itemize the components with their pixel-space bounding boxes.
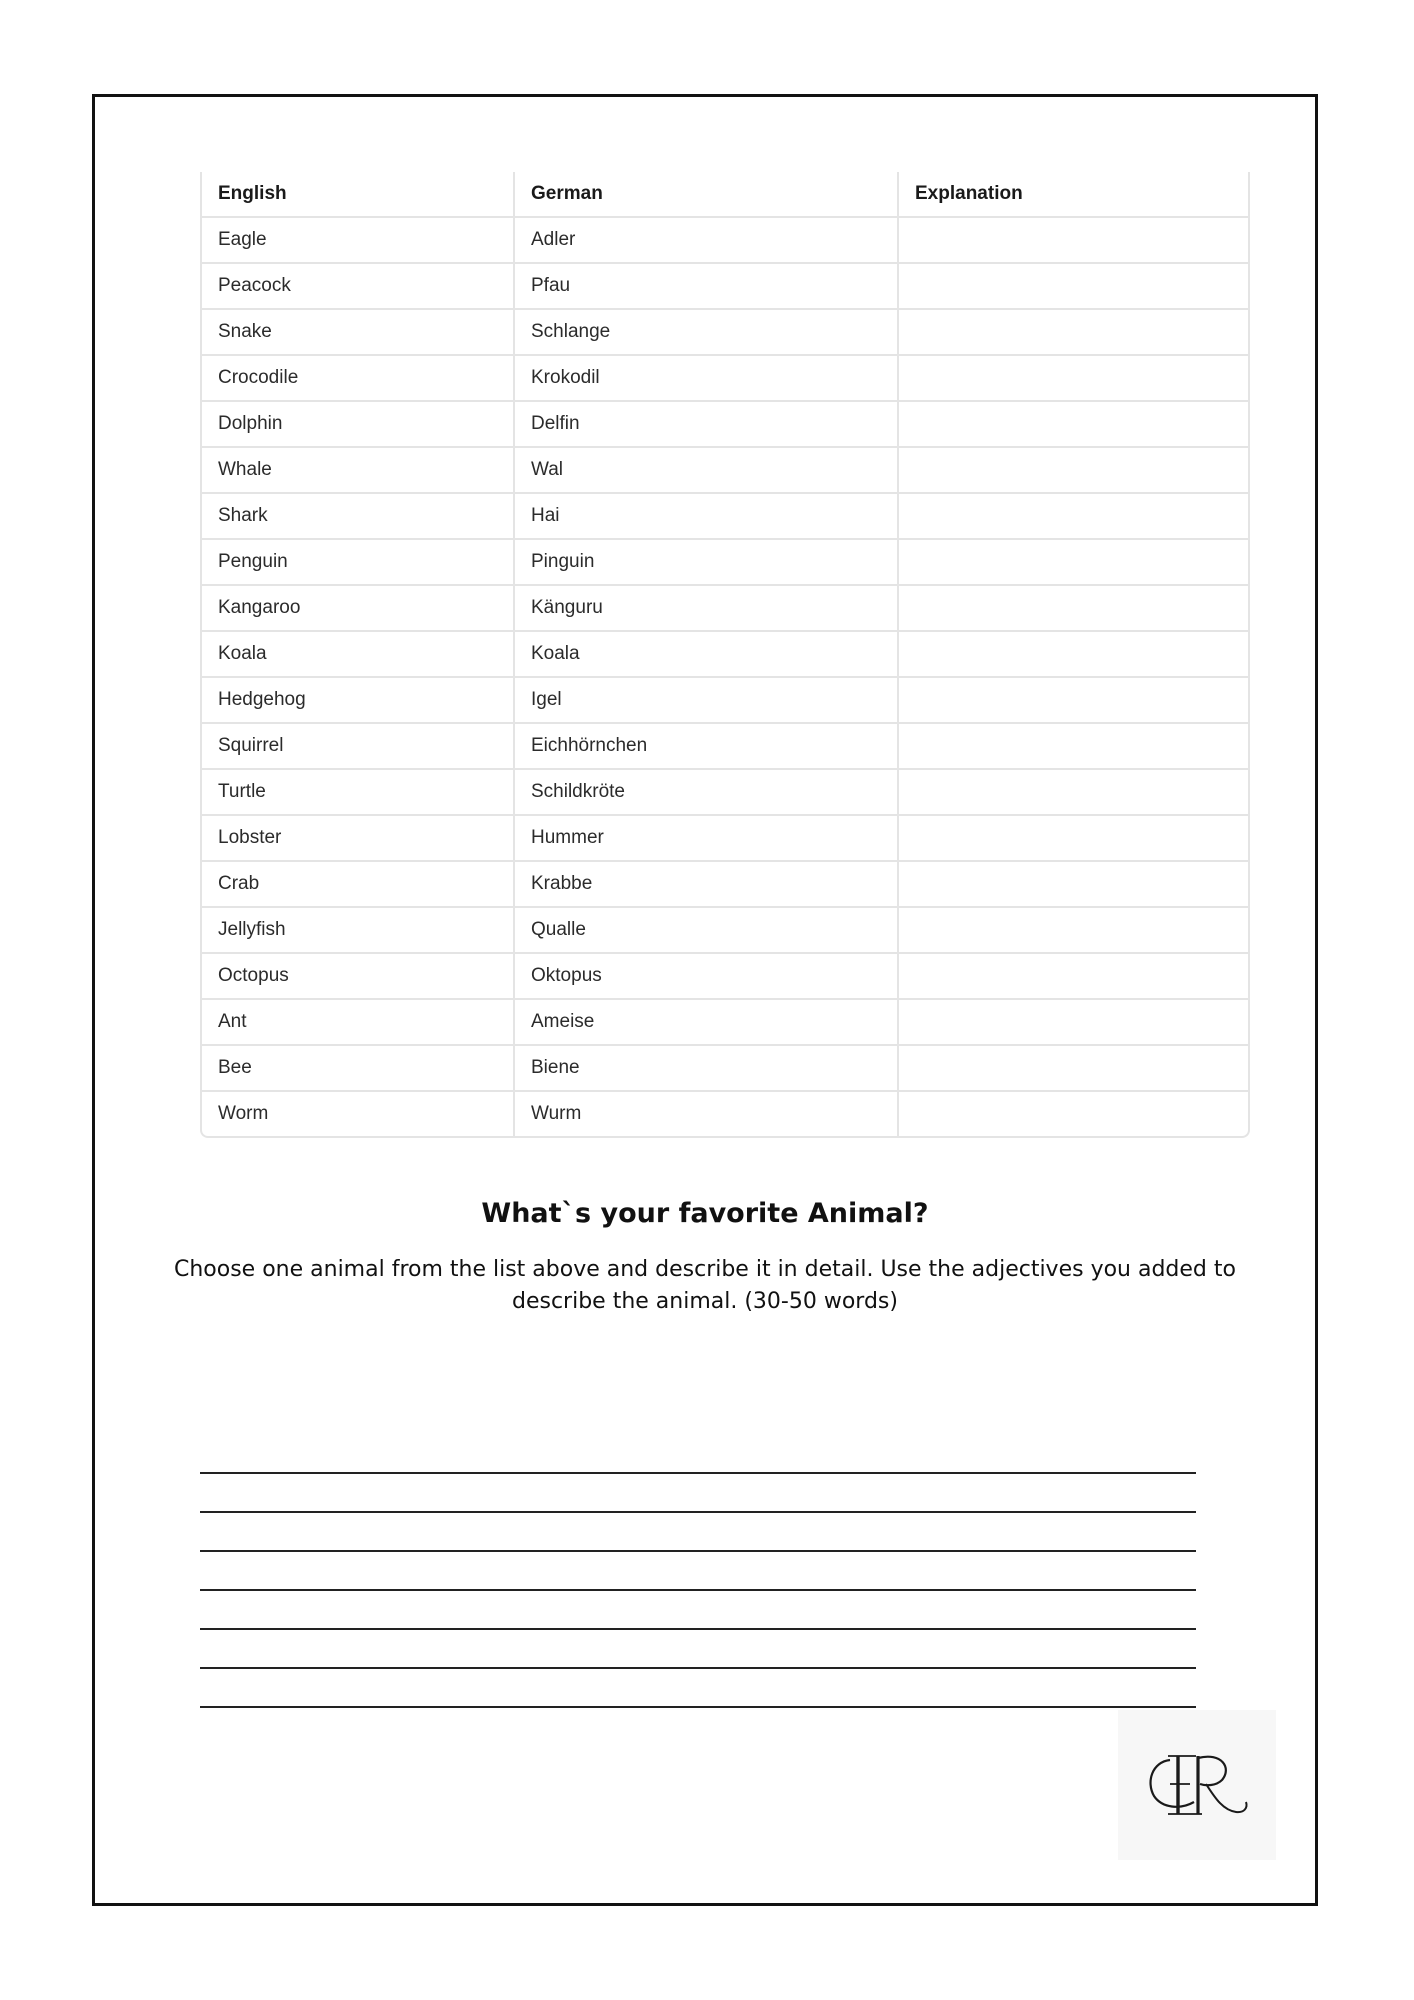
cell-explanation[interactable]	[898, 1045, 1248, 1091]
writing-line[interactable]	[200, 1706, 1196, 1708]
cell-explanation[interactable]	[898, 999, 1248, 1045]
cell-german: Biene	[514, 1045, 898, 1091]
writing-line[interactable]	[200, 1550, 1196, 1552]
cell-explanation[interactable]	[898, 677, 1248, 723]
cell-explanation[interactable]	[898, 1091, 1248, 1136]
table-header-row	[202, 172, 1248, 217]
cell-explanation[interactable]	[898, 493, 1248, 539]
cell-english: Kangaroo	[202, 585, 514, 631]
table-row	[202, 309, 1248, 355]
header-german: German	[514, 172, 898, 217]
cell-explanation[interactable]	[898, 217, 1248, 263]
table-row	[202, 1045, 1248, 1091]
cell-explanation[interactable]	[898, 447, 1248, 493]
cell-english: Dolphin	[202, 401, 514, 447]
cell-english: Squirrel	[202, 723, 514, 769]
cell-german: Schildkröte	[514, 769, 898, 815]
cell-german: Qualle	[514, 907, 898, 953]
monogram-logo-icon	[1140, 1738, 1254, 1832]
table-row	[202, 355, 1248, 401]
cell-german: Adler	[514, 217, 898, 263]
cell-english: Bee	[202, 1045, 514, 1091]
cell-english: Jellyfish	[202, 907, 514, 953]
writing-line[interactable]	[200, 1589, 1196, 1591]
cell-english: Koala	[202, 631, 514, 677]
writing-line[interactable]	[200, 1628, 1196, 1630]
cell-explanation[interactable]	[898, 723, 1248, 769]
cell-english: Penguin	[202, 539, 514, 585]
cell-german: Pinguin	[514, 539, 898, 585]
table-row	[202, 1091, 1248, 1136]
cell-german: Hai	[514, 493, 898, 539]
logo	[1118, 1710, 1276, 1860]
cell-english: Snake	[202, 309, 514, 355]
cell-english: Ant	[202, 999, 514, 1045]
cell-german: Schlange	[514, 309, 898, 355]
instructions-line-2: describe the animal. (30-50 words)	[512, 1289, 898, 1314]
writing-line[interactable]	[200, 1511, 1196, 1513]
table-row	[202, 861, 1248, 907]
cell-german: Igel	[514, 677, 898, 723]
cell-english: Crab	[202, 861, 514, 907]
table-row	[202, 447, 1248, 493]
table-row	[202, 907, 1248, 953]
table-row	[202, 401, 1248, 447]
writing-line[interactable]	[200, 1667, 1196, 1669]
cell-english: Peacock	[202, 263, 514, 309]
cell-explanation[interactable]	[898, 815, 1248, 861]
table-row	[202, 815, 1248, 861]
cell-english: Worm	[202, 1091, 514, 1136]
table-row	[202, 953, 1248, 999]
cell-english: Lobster	[202, 815, 514, 861]
cell-english: Octopus	[202, 953, 514, 999]
header-explanation: Explanation	[898, 172, 1248, 217]
cell-english: Eagle	[202, 217, 514, 263]
section-heading: What`s your favorite Animal?	[481, 1198, 929, 1229]
cell-german: Hummer	[514, 815, 898, 861]
table-row	[202, 539, 1248, 585]
cell-explanation[interactable]	[898, 355, 1248, 401]
cell-explanation[interactable]	[898, 907, 1248, 953]
cell-explanation[interactable]	[898, 585, 1248, 631]
cell-explanation[interactable]	[898, 401, 1248, 447]
cell-explanation[interactable]	[898, 309, 1248, 355]
table-row	[202, 769, 1248, 815]
table-row	[202, 217, 1248, 263]
cell-explanation[interactable]	[898, 861, 1248, 907]
instructions-line-1: Choose one animal from the list above and describe it in detail. Use the adjectives you added to	[174, 1257, 1236, 1282]
table-row	[202, 493, 1248, 539]
cell-english: Turtle	[202, 769, 514, 815]
cell-german: Koala	[514, 631, 898, 677]
table-row	[202, 999, 1248, 1045]
cell-german: Pfau	[514, 263, 898, 309]
cell-german: Wal	[514, 447, 898, 493]
cell-german: Krokodil	[514, 355, 898, 401]
table-row	[202, 631, 1248, 677]
cell-german: Ameise	[514, 999, 898, 1045]
cell-german: Krabbe	[514, 861, 898, 907]
table-row	[202, 263, 1248, 309]
cell-explanation[interactable]	[898, 953, 1248, 999]
instructions-text	[150, 1254, 1260, 1318]
cell-explanation[interactable]	[898, 539, 1248, 585]
cell-english: Whale	[202, 447, 514, 493]
table-row	[202, 677, 1248, 723]
cell-explanation[interactable]	[898, 631, 1248, 677]
vocabulary-table	[200, 172, 1250, 1138]
cell-german: Wurm	[514, 1091, 898, 1136]
cell-german: Delfin	[514, 401, 898, 447]
cell-german: Eichhörnchen	[514, 723, 898, 769]
cell-explanation[interactable]	[898, 263, 1248, 309]
table-row	[202, 723, 1248, 769]
table-row	[202, 585, 1248, 631]
writing-line[interactable]	[200, 1472, 1196, 1474]
cell-english: Crocodile	[202, 355, 514, 401]
cell-english: Shark	[202, 493, 514, 539]
header-english: English	[202, 172, 514, 217]
cell-german: Oktopus	[514, 953, 898, 999]
cell-explanation[interactable]	[898, 769, 1248, 815]
cell-german: Känguru	[514, 585, 898, 631]
cell-english: Hedgehog	[202, 677, 514, 723]
